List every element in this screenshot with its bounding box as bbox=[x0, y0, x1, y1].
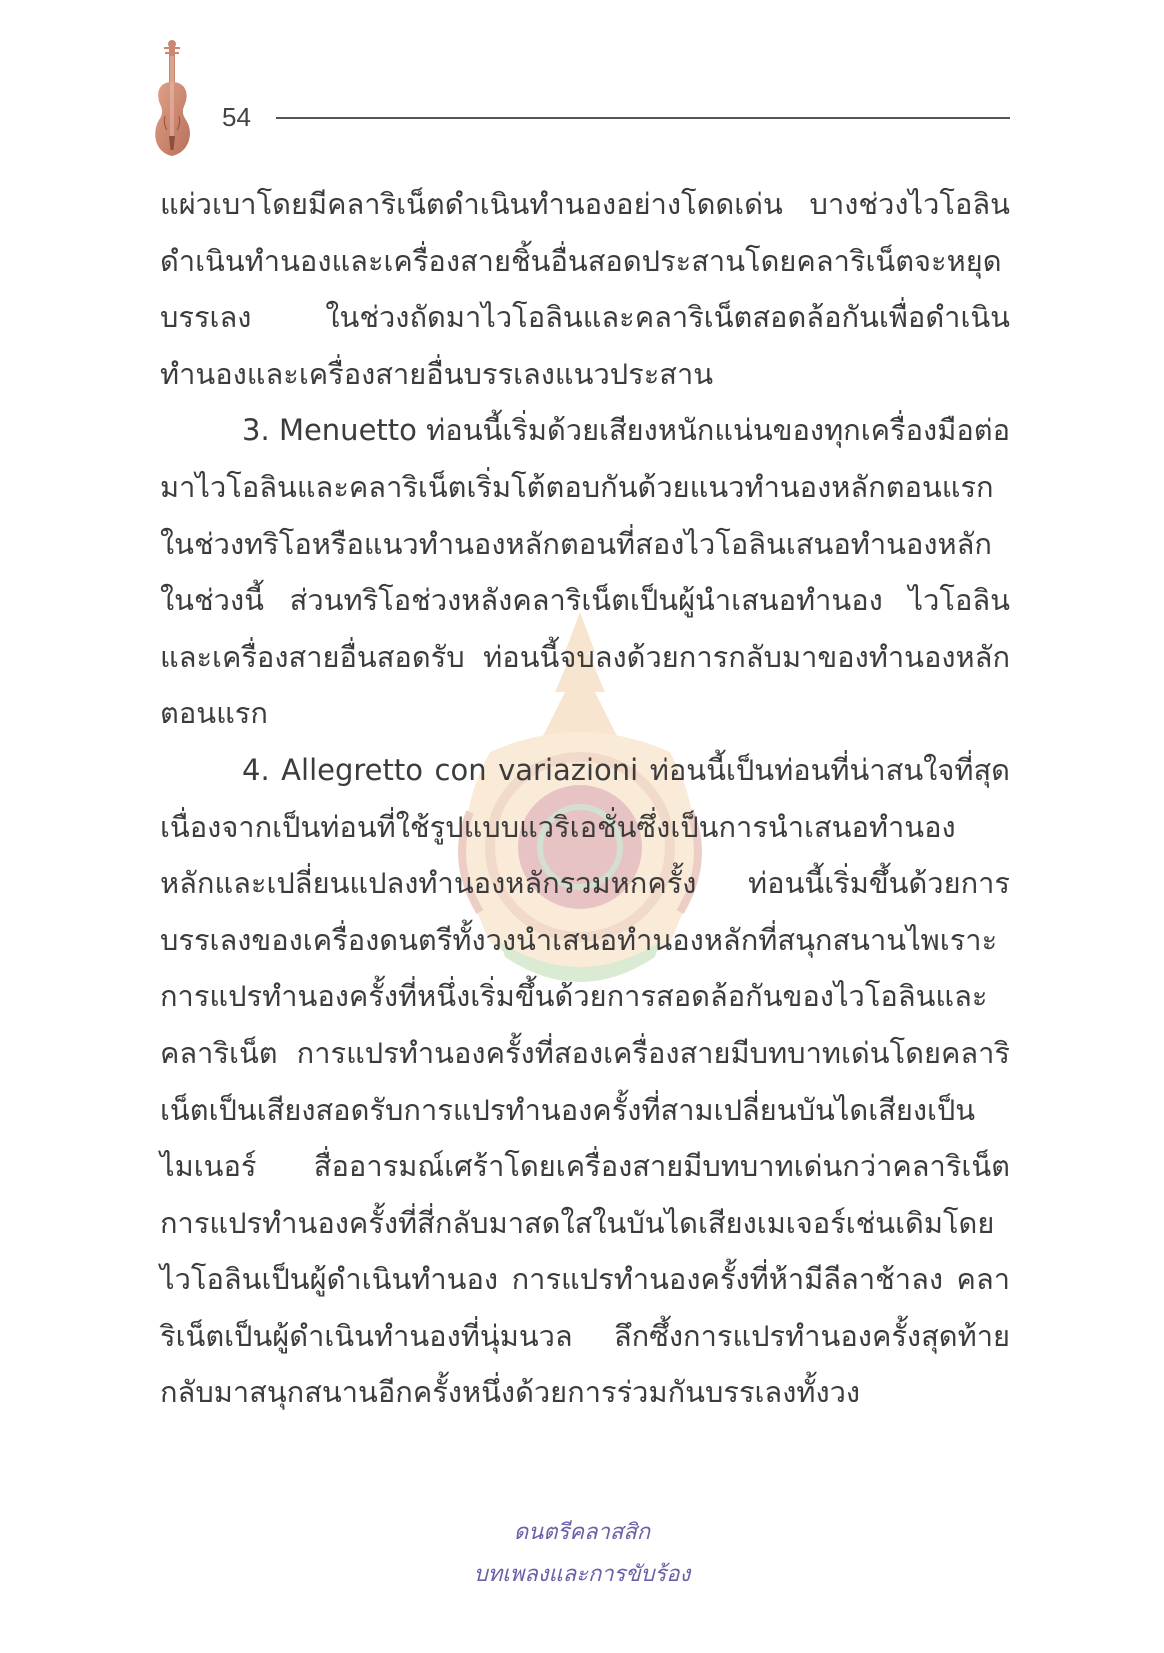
paragraph-allegretto: 4. Allegretto con variazioni ท่อนนี้เป็นท่อนที่น่าสนใจที่สุดเนื่องจากเป็นท่อนที่ใช้รูปแบบแวริเอชั่นซึ่งเป็นการนำเสนอทำนองหลักและเปลี่ยนแปลงทำนองหลักรวมหกครั้ง ท่อนนี้เริ่มขึ้นด้วยการบรรเลงของเครื่องดนตรีทั้งวงนำเสนอทำนองหลักที่สนุกสนานไพเราะ การแปรทำนองครั้งที่หนึ่งเริ่มขึ้นด้วยการสอดล้อกันของไวโอลินและคลาริเน็ต การแปรทำนองครั้งที่สองเครื่องสายมีบทบาทเด่นโดยคลาริเน็ตเป็นเสียงสอดรับการแปรทำนองครั้งที่สามเปลี่ยนบันไดเสียงเป็นไมเนอร์ สื่ออารมณ์เศร้าโดยเครื่องสายมีบทบาทเด่นกว่าคลาริเน็ต การแปรทำนองครั้งที่สี่กลับมาสดใสในบันไดเสียงเมเจอร์เช่นเดิมโดยไวโอลินเป็นผู้ดำเนินทำนอง การแปรทำนองครั้งที่ห้ามีลีลาช้าลง คลาริเน็ตเป็นผู้ดำเนินทำนองที่นุ่มนวล ลึกซึ้งการแปรทำนองครั้งสุดท้ายกลับมาสนุกสนานอีกครั้งหนึ่งด้วยการร่วมกันบรรเลงทั้งวง bbox=[160, 752, 1010, 1410]
paragraph-1: แผ่วเบาโดยมีคลาริเน็ตดำเนินทำนองอย่างโดดเด่น บางช่วงไวโอลินดำเนินทำนองและเครื่องสายชิ้นอื่นสอดประสานโดยคลาริเน็ตจะหยุดบรรเลง ในช่วงถัดมาไวโอลินและคลาริเน็ตสอดล้อกันเพื่อดำเนินทำนองและเครื่องสายอื่นบรรเลงแนวประสาน bbox=[160, 187, 1010, 391]
footer-subtitle: บทเพลงและการขับร้อง bbox=[473, 1562, 691, 1587]
footer-title: ดนตรีคลาสสิก bbox=[513, 1520, 651, 1545]
paragraph-menuetto: 3. Menuetto ท่อนนี้เริ่มด้วยเสียงหนักแน่นของทุกเครื่องมือต่อมาไวโอลินและคลาริเน็ตเริ่มโต้ตอบกันด้วยแนวทำนองหลักตอนแรกในช่วงทริโอหรือแนวทำนองหลักตอนที่สองไวโอลินเสนอทำนองหลักในช่วงนี้ ส่วนทริโอช่วงหลังคลาริเน็ตเป็นผู้นำเสนอทำนอง ไวโอลินและเครื่องสายอื่นสอดรับ ท่อนนี้จบลงด้วยการกลับมาของทำนองหลักตอนแรก bbox=[160, 413, 1010, 731]
page-header bbox=[150, 36, 1010, 166]
header-divider bbox=[276, 117, 1010, 119]
violin-icon bbox=[150, 36, 202, 164]
body-content bbox=[160, 176, 1010, 1421]
page-number: 54 bbox=[222, 102, 251, 132]
